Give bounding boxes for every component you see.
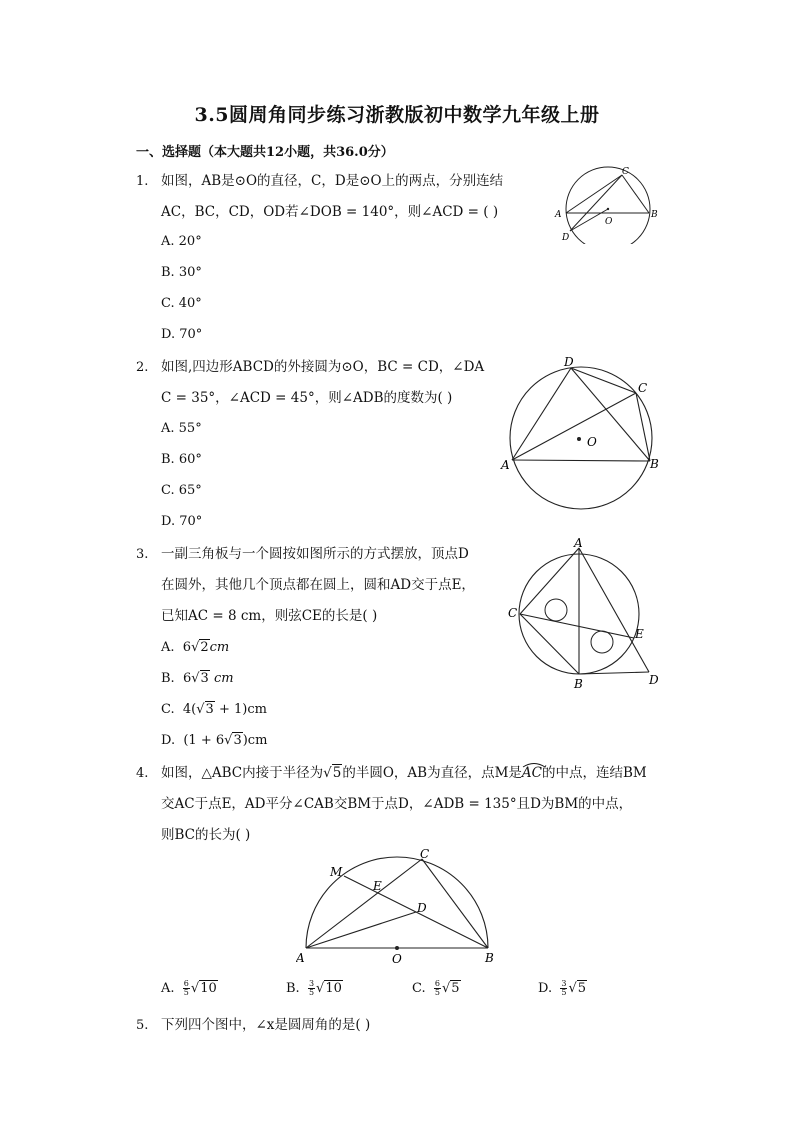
question-number: 5. <box>136 1018 149 1033</box>
label-a: A <box>296 951 305 965</box>
question-stem-line: 一副三角板与一个圆按如图所示的方式摆放，顶点D <box>161 546 469 562</box>
page-title: 3.5圆周角同步练习浙教版初中数学九年级上册 <box>194 104 600 126</box>
section-heading: 一、选择题（本大题共12小题，共36.0分） <box>136 145 394 160</box>
label-a: A <box>501 458 510 472</box>
option-b[interactable]: B. 30° <box>161 265 202 280</box>
option-a[interactable]: A. $\frac{6}{5}$ √10 <box>161 979 217 997</box>
question-stem-line: 则BC的长为( ) <box>161 827 251 843</box>
label-o: O <box>587 435 597 449</box>
question-stem-line: AC，BC，CD，OD若∠DOB = 140°，则∠ACD = ( ) <box>161 204 499 220</box>
question-number: 3. <box>136 547 149 562</box>
option-c[interactable]: C. $\frac{6}{5}$ √5 <box>412 979 460 997</box>
figure-circle-q2 <box>500 350 670 510</box>
question-number: 4. <box>136 766 149 781</box>
label-c: C <box>622 167 629 177</box>
label-m: M <box>330 865 343 879</box>
arc-notation: AC <box>522 758 542 789</box>
arc-icon <box>522 762 546 768</box>
question-stem-line: 下列四个图中，∠x是圆周角的是( ) <box>161 1017 371 1033</box>
question-stem-line: 如图，△ABC内接于半径为√5的半圆O，AB为直径，点M是 AC的中点，连结BM <box>161 758 647 789</box>
question-stem-line: 交AC于点E，AD平分∠CAB交BM于点D，∠ADB = 135°且D为BM的中点， <box>161 796 633 812</box>
label-a: A <box>574 538 583 550</box>
figure-triangles-q3 <box>504 538 668 690</box>
label-b: B <box>650 457 659 471</box>
option-c[interactable]: C. 40° <box>161 296 202 311</box>
label-a: A <box>555 210 562 220</box>
label-c: C <box>420 847 430 861</box>
fraction: $\frac{3}{5}$ <box>308 979 315 997</box>
label-b: B <box>574 677 583 690</box>
label-o: O <box>605 217 613 227</box>
option-c[interactable]: C. 65° <box>161 483 202 498</box>
option-a[interactable]: A. 55° <box>161 421 202 436</box>
label-d: D <box>649 673 659 687</box>
option-d[interactable]: D. $\frac{3}{5}$ √5 <box>538 979 587 997</box>
question-number: 1. <box>136 174 149 189</box>
label-o: O <box>392 952 402 966</box>
label-d: D <box>564 355 574 369</box>
option-b[interactable]: B. 6√3 cm <box>161 671 234 686</box>
question-number: 2. <box>136 360 149 375</box>
figure-circle-q1 <box>550 164 660 244</box>
label-e: E <box>635 627 644 641</box>
label-c: C <box>638 381 648 395</box>
fraction: $\frac{6}{5}$ <box>434 979 440 997</box>
question-stem-line: 如图，AB是⊙O的直径，C，D是⊙O上的两点，分别连结 <box>161 173 504 189</box>
figure-semicircle-q4 <box>296 846 500 968</box>
fraction: $\frac{3}{5}$ <box>561 979 567 997</box>
option-c[interactable]: C. 4(√3 + 1)cm <box>161 702 267 717</box>
label-e: E <box>373 879 382 893</box>
option-d[interactable]: D. (1 + 6√3)cm <box>161 733 268 748</box>
option-a[interactable]: A. 6√2cm <box>161 640 230 655</box>
question-stem-line: 已知AC = 8 cm，则弦CE的长是( ) <box>161 608 378 624</box>
question-stem-line: 如图,四边形ABCD的外接圆为⊙O，BC = CD，∠DA <box>161 359 485 375</box>
fraction: $\frac{6}{5}$ <box>183 979 189 997</box>
question-stem-line: C = 35°，∠ACD = 45°，则∠ADB的度数为( ) <box>161 390 453 406</box>
option-d[interactable]: D. 70° <box>161 327 203 342</box>
label-d: D <box>562 233 570 243</box>
option-d[interactable]: D. 70° <box>161 514 203 529</box>
option-b[interactable]: B. 60° <box>161 452 202 467</box>
label-c: C <box>508 606 518 620</box>
label-b: B <box>485 951 494 965</box>
label-b: B <box>651 210 658 220</box>
option-b[interactable]: B. $\frac{3}{5}$ √10 <box>286 979 342 997</box>
option-a[interactable]: A. 20° <box>161 234 202 249</box>
question-stem-line: 在圆外，其他几个顶点都在圆上，圆和AD交于点E， <box>161 577 475 593</box>
label-d: D <box>417 901 427 915</box>
